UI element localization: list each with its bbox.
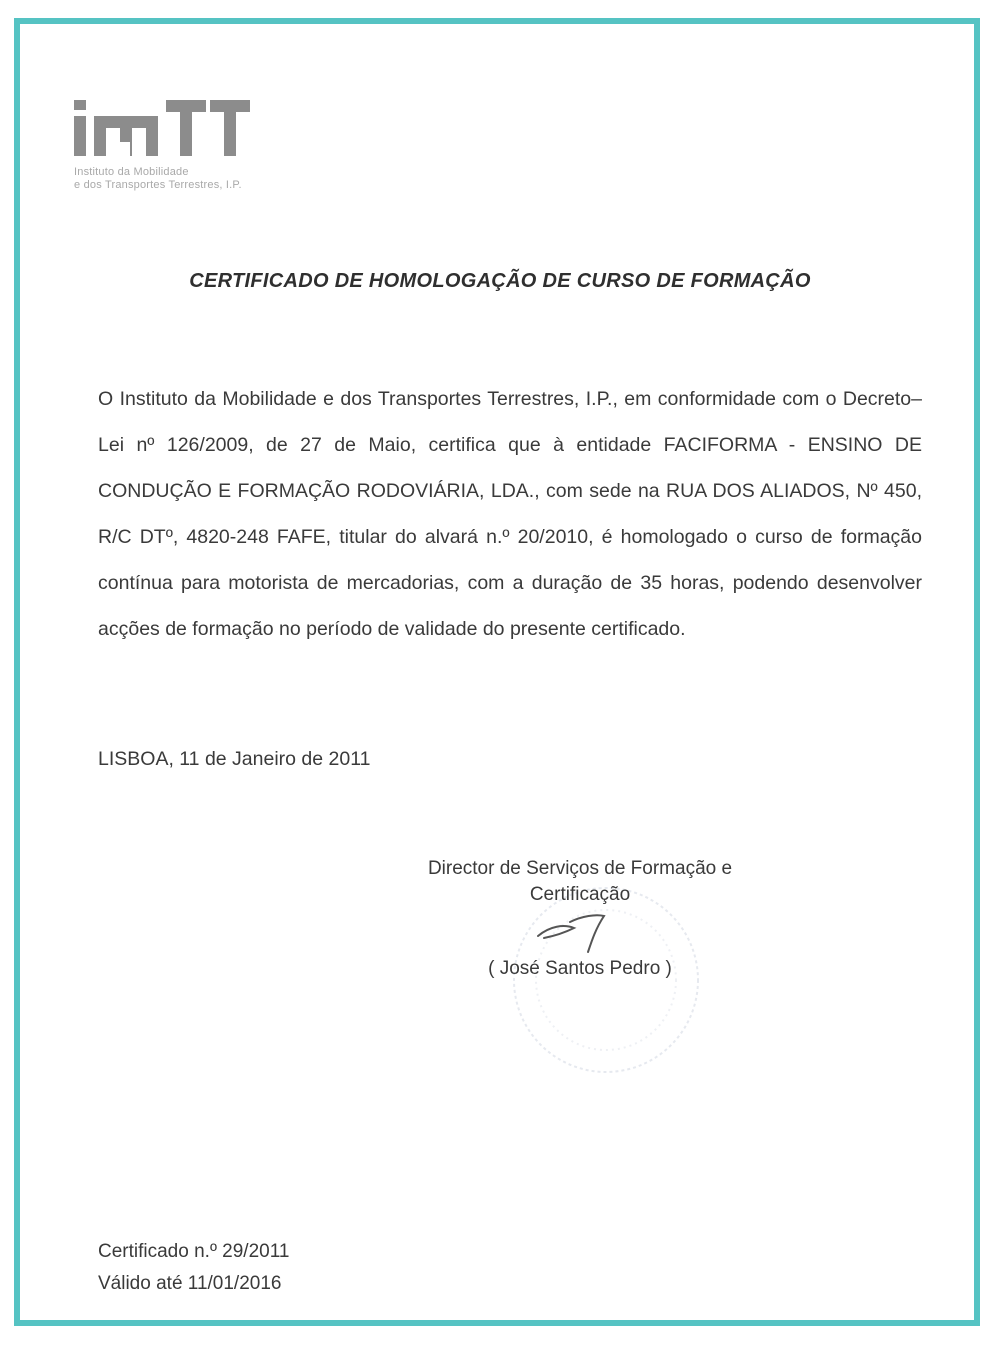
certificate-number: Certificado n.º 29/2011 [98,1241,290,1262]
imtt-logo-mark [72,98,252,160]
document-title: CERTIFICADO DE HOMOLOGAÇÃO DE CURSO DE FORMAÇÃO [189,270,811,292]
place-date: LISBOA, 11 de Janeiro de 2011 [98,748,371,770]
logo-caption-line2: e dos Transportes Terrestres, I.P. [74,179,242,191]
certificate-footer [98,1236,289,1300]
signer-name: ( José Santos Pedro ) [488,958,672,979]
signer-role-line2: Certificação [529,884,631,905]
certificate-border [14,18,980,1326]
signer-role [380,856,780,908]
certificate-body: O Instituto da Mobilidade e dos Transportes Terrestres, I.P., em conformidade com o Decreto–Lei nº 126/2009, de 27 de Maio, certifica que à entidade FACIFORMA - ENSINO DE CONDUÇÃO E FORMAÇÃO RODOVIÁRIA, LDA., com sede na RUA DOS ALIADOS, Nº 450, R/C DTº, 4820-248 FAFE, titular do alvará n.º 20/2010, é homologado o curso de formação contínua para motorista de mercadorias, com a duração de 35 horas, podendo desenvolver acções de formação no período de validade do presente certificado. [98,388,922,640]
logo-caption [74,166,242,192]
handwritten-signature [530,908,620,958]
logo-caption-line1: Instituto da Mobilidade [74,166,189,178]
signer-role-line1: Director de Serviços de Formação e [427,858,733,879]
valid-until: Válido até 11/01/2016 [98,1273,282,1294]
